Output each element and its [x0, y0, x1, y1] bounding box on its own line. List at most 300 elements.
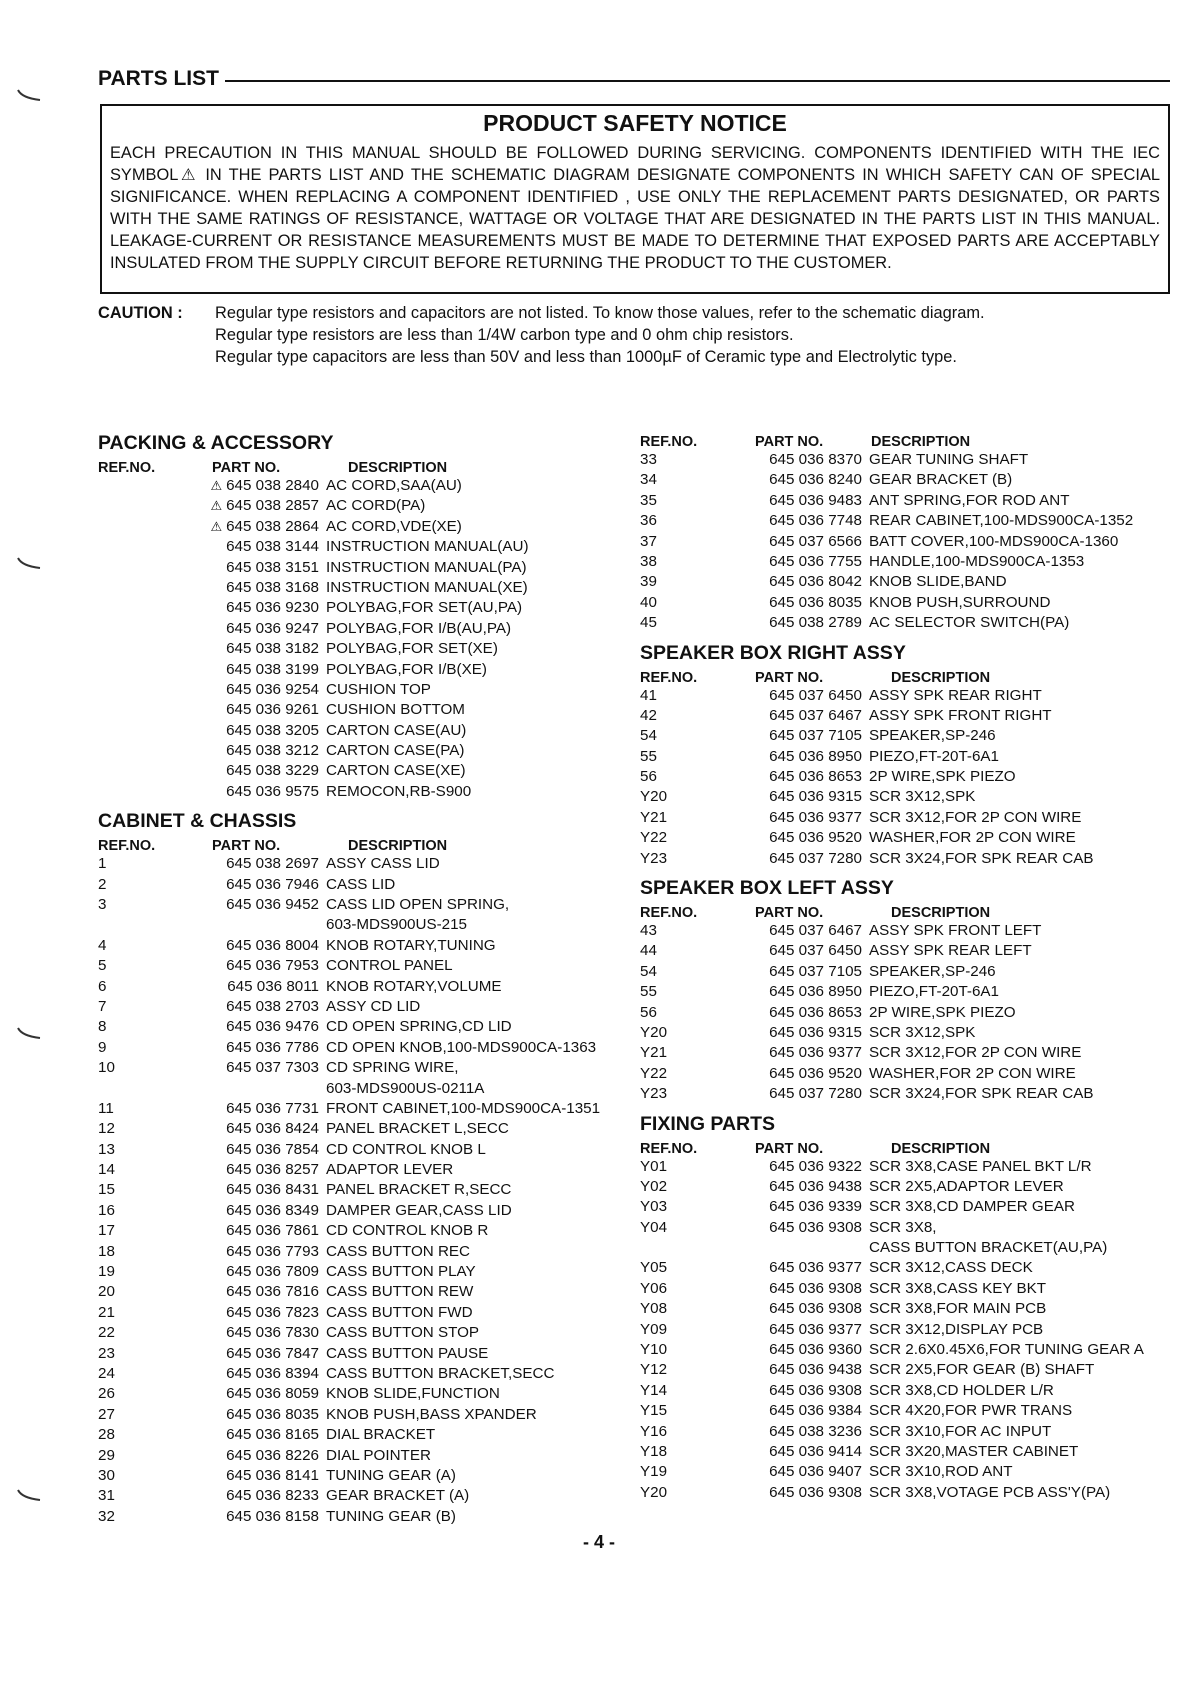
part-no: 645 036 8004 [226, 936, 319, 954]
part-row [98, 1079, 628, 1099]
part-row [98, 1303, 628, 1323]
part-no: 645 038 3205 [226, 721, 319, 739]
part-no: 645 036 9339 [769, 1198, 862, 1216]
caution-block [98, 302, 1178, 368]
part-row [98, 1038, 628, 1058]
ref-no: Y21 [640, 1044, 668, 1062]
ref-no: 32 [98, 1507, 115, 1525]
part-row [98, 875, 628, 895]
part-no: 645 038 2789 [769, 614, 862, 632]
part-row [98, 741, 628, 761]
speaker-left-list [640, 921, 1180, 1105]
part-no: 645 036 7809 [226, 1263, 319, 1281]
description: PIEZO,FT-20T-6A1 [869, 747, 999, 765]
header-ref: REF.NO. [98, 460, 156, 476]
ref-no: 23 [98, 1344, 115, 1362]
part-row [640, 552, 1180, 572]
part-no: 645 037 6566 [769, 532, 862, 550]
ref-no: 35 [640, 491, 657, 509]
ref-no: 39 [640, 573, 657, 591]
section-title-cabinet: CABINET & CHASSIS [98, 810, 297, 833]
part-row [640, 1320, 1180, 1340]
part-no: 645 036 9247 [226, 619, 319, 637]
part-row [98, 1282, 628, 1302]
description: KNOB ROTARY,TUNING [326, 936, 496, 954]
description: SCR 3X24,FOR SPK REAR CAB [869, 849, 1094, 867]
part-row [98, 997, 628, 1017]
description: ASSY CASS LID [326, 855, 440, 873]
header-ref: REF.NO. [640, 905, 698, 922]
description: CASS BUTTON BRACKET,SECC [326, 1365, 555, 1382]
description: ASSY SPK REAR RIGHT [869, 686, 1042, 704]
ref-no: Y21 [640, 808, 668, 826]
part-row [640, 532, 1180, 552]
header-ref: REF.NO. [640, 434, 698, 450]
part-row [98, 558, 628, 578]
ref-no: 34 [640, 471, 657, 489]
ref-no: Y23 [640, 849, 668, 867]
part-no: 645 036 7816 [226, 1283, 319, 1301]
part-row [640, 982, 1180, 1002]
description: REMOCON,RB-S900 [326, 782, 472, 800]
part-no: 645 036 9384 [769, 1402, 862, 1420]
ref-no: 26 [98, 1385, 115, 1403]
notice-body: EACH PRECAUTION IN THIS MANUAL SHOULD BE FOLLOWED DURING SERVICING. COMPONENTS IDENTIFIED WITH THE IEC SYMBOL⚠ IN THE PARTS LIST AND THE SCHEMATIC DIAGRAM DESIGNATE COMPONENTS IN WHICH SAFETY CAN OF SPECIAL SIGNIFICANCE. WHEN REPLACING A COMPONENT IDENTIFIED , USE ONLY THE REPLACEMENT PARTS DESIGNATED, OR PARTS WITH THE SAME RATINGS OF RESISTANCE, WATTAGE OR VOLTAGE THAT ARE DESIGNATED IN THE PARTS LIST IN THIS MANUAL. LEAKAGE-CURRENT OR RESISTANCE MEASUREMENTS MUST BE MADE TO DETERMINE THAT EXPOSED PARTS ARE ACCEPTABLY INSULATED FROM THE SUPPLY CIRCUIT BEFORE RETURNING THE PRODUCT TO THE CUSTOMER. [110, 144, 1160, 272]
ref-no: 27 [98, 1405, 115, 1423]
header-part: PART NO. [755, 434, 824, 450]
part-no: 645 036 8226 [226, 1446, 319, 1464]
part-row [98, 1181, 628, 1201]
ref-no: Y10 [640, 1341, 668, 1359]
part-no: ⚠ 645 038 2857 [210, 497, 319, 515]
part-no: 645 036 8233 [226, 1487, 319, 1505]
description: FRONT CABINET,100-MDS900CA-1351 [326, 1099, 601, 1117]
part-row [98, 639, 628, 659]
binding-mark [16, 88, 42, 102]
ref-no: Y20 [640, 1483, 668, 1501]
page-number: - 4 - [582, 1532, 615, 1552]
part-no: 645 036 9452 [226, 896, 319, 914]
ref-no: Y04 [640, 1218, 668, 1236]
ref-no: Y22 [640, 829, 668, 847]
ref-no: 1 [98, 855, 107, 873]
warning-icon: ⚠ [210, 477, 223, 493]
description: CUSHION TOP [326, 680, 431, 698]
header-desc: DESCRIPTION [891, 1140, 991, 1157]
part-row [640, 921, 1180, 941]
part-row [98, 1140, 628, 1160]
part-row [98, 1323, 628, 1343]
caution-label: CAUTION : [98, 304, 183, 322]
description: SCR 3X8,CD HOLDER L/R [869, 1381, 1054, 1399]
part-row [98, 1466, 628, 1486]
ref-no: 9 [98, 1038, 107, 1056]
part-no: 645 036 8431 [226, 1181, 319, 1199]
ref-no: 54 [640, 962, 657, 980]
part-row [98, 496, 628, 516]
ref-no: 33 [640, 450, 657, 468]
page-heading [98, 64, 1170, 94]
notice-title: PRODUCT SAFETY NOTICE [483, 110, 787, 136]
part-no: 645 036 9308 [769, 1279, 862, 1297]
part-no: 645 036 9308 [769, 1300, 862, 1318]
column-header [640, 1137, 1180, 1157]
ref-no: Y03 [640, 1198, 668, 1216]
description: AC CORD,SAA(AU) [326, 476, 462, 494]
description: DIAL BRACKET [326, 1426, 436, 1444]
ref-no: Y14 [640, 1381, 668, 1399]
description: INSTRUCTION MANUAL(XE) [326, 578, 528, 596]
part-row [640, 1299, 1180, 1319]
part-row [640, 1483, 1180, 1503]
fixing-list [640, 1157, 1180, 1504]
part-no: 645 036 9308 [769, 1218, 862, 1236]
part-no: 645 038 2697 [226, 855, 319, 873]
description: SCR 3X12,CASS DECK [869, 1259, 1033, 1277]
ref-no: Y22 [640, 1064, 668, 1082]
part-no: ⚠ 645 038 2864 [210, 517, 319, 535]
ref-no: 29 [98, 1446, 115, 1464]
part-row [98, 598, 628, 618]
part-row [640, 1043, 1180, 1063]
part-no: 645 036 7748 [769, 512, 862, 530]
header-desc: DESCRIPTION [891, 905, 991, 922]
part-row [98, 936, 628, 956]
part-row [98, 1017, 628, 1037]
part-no: 645 036 8257 [226, 1161, 319, 1179]
description: CD CONTROL KNOB L [326, 1140, 486, 1158]
description: KNOB SLIDE,FUNCTION [326, 1385, 500, 1403]
description: CARTON CASE(PA) [326, 742, 465, 760]
header-desc: DESCRIPTION [891, 669, 991, 686]
column-header [640, 430, 1180, 450]
part-row [98, 761, 628, 781]
part-row [640, 941, 1180, 961]
description: SCR 3X12,SPK [869, 1023, 976, 1041]
part-row [640, 1177, 1180, 1197]
binding-mark [16, 1488, 42, 1502]
column-header [640, 666, 1180, 686]
header-part: PART NO. [212, 838, 281, 855]
header-desc: DESCRIPTION [871, 434, 971, 450]
part-no: 645 037 7303 [226, 1059, 319, 1077]
part-no: 645 036 8011 [227, 977, 319, 995]
part-row [98, 895, 628, 915]
part-no: 645 036 9377 [769, 1259, 862, 1277]
part-row [98, 537, 628, 557]
part-row [640, 572, 1180, 592]
part-no: 645 036 8424 [226, 1120, 319, 1138]
part-row [640, 450, 1180, 470]
part-no: 645 036 9308 [769, 1483, 862, 1501]
description: SCR 2X5,FOR GEAR (B) SHAFT [869, 1361, 1095, 1379]
part-no: 645 037 6467 [769, 706, 862, 724]
product-safety-notice [100, 104, 1170, 294]
description: 2P WIRE,SPK PIEZO [869, 768, 1016, 786]
description: SCR 3X10,ROD ANT [869, 1463, 1013, 1481]
ref-no: 14 [98, 1161, 115, 1179]
ref-no: 43 [640, 922, 657, 940]
part-no: 645 036 9407 [769, 1463, 862, 1481]
part-row [640, 1218, 1180, 1238]
ref-no: 3 [98, 896, 107, 914]
ref-no: 24 [98, 1365, 115, 1382]
ref-no: Y20 [640, 788, 668, 806]
description: POLYBAG,FOR SET(XE) [326, 640, 498, 658]
part-no: 645 037 7280 [769, 849, 862, 867]
ref-no: Y20 [640, 1023, 668, 1041]
ref-no: 28 [98, 1426, 115, 1444]
ref-no: 22 [98, 1324, 115, 1342]
part-no: 645 038 3212 [226, 742, 319, 760]
part-no: 645 037 7105 [769, 727, 862, 745]
column-header [640, 901, 1180, 921]
left-column [98, 430, 628, 1527]
part-no: 645 036 8141 [226, 1466, 319, 1484]
description: POLYBAG,FOR I/B(XE) [326, 660, 487, 678]
header-part: PART NO. [755, 1140, 824, 1157]
cabinet-list [98, 854, 628, 1527]
part-row [98, 782, 628, 802]
description: AC SELECTOR SWITCH(PA) [869, 614, 1070, 632]
part-row [98, 619, 628, 639]
description: CD SPRING WIRE, [326, 1059, 459, 1077]
packing-list [98, 476, 628, 802]
ref-no: 36 [640, 512, 657, 530]
description: GEAR BRACKET (B) [869, 471, 1013, 489]
description: CASS BUTTON STOP [326, 1324, 480, 1342]
ref-no: 42 [640, 706, 657, 724]
part-no: 645 038 2703 [226, 997, 319, 1015]
part-row [98, 476, 628, 496]
part-no: 645 036 7953 [226, 957, 319, 975]
part-no: 645 038 3151 [226, 558, 319, 576]
part-row [640, 767, 1180, 787]
ref-no: 10 [98, 1059, 115, 1077]
description: KNOB PUSH,SURROUND [869, 593, 1051, 611]
ref-no: 17 [98, 1222, 115, 1240]
part-no: 645 036 7793 [226, 1242, 319, 1260]
description: SCR 3X8,CASE PANEL BKT L/R [869, 1157, 1092, 1175]
part-row [640, 1381, 1180, 1401]
ref-no: 56 [640, 1003, 657, 1021]
description: AC CORD(PA) [326, 497, 426, 515]
part-row [640, 613, 1180, 633]
part-row [640, 1462, 1180, 1482]
header-ref: REF.NO. [98, 838, 156, 855]
part-no: 645 036 8059 [226, 1385, 319, 1403]
part-row [98, 1384, 628, 1404]
part-no: 645 038 3236 [769, 1422, 862, 1440]
right-column [640, 430, 1180, 1503]
ref-no: 41 [640, 686, 657, 704]
ref-no: 12 [98, 1120, 115, 1138]
caution-line: Regular type resistors are less than 1/4W carbon type and 0 ohm chip resistors. [215, 326, 794, 344]
ref-no: Y08 [640, 1300, 668, 1318]
description: CASS BUTTON REC [326, 1242, 471, 1260]
section-title-fixing: FIXING PARTS [640, 1112, 776, 1135]
description: CUSHION BOTTOM [326, 701, 465, 719]
part-no: 645 036 8950 [769, 983, 862, 1001]
description: 603-MDS900US-0211A [326, 1079, 485, 1097]
description: CARTON CASE(AU) [326, 721, 467, 739]
part-no: 645 036 8035 [226, 1405, 319, 1423]
part-no: 645 036 8240 [769, 471, 862, 489]
ref-no: 37 [640, 532, 657, 550]
description: CARTON CASE(XE) [326, 762, 466, 780]
binding-mark [16, 556, 42, 570]
section-title-packing: PACKING & ACCESSORY [98, 432, 334, 454]
part-row [640, 1259, 1180, 1279]
ref-no: 45 [640, 614, 657, 632]
header-ref: REF.NO. [640, 669, 698, 686]
description: CD OPEN KNOB,100-MDS900CA-1363 [326, 1038, 597, 1056]
description: SCR 4X20,FOR PWR TRANS [869, 1402, 1073, 1420]
part-no: 645 038 3199 [226, 660, 319, 678]
part-row [98, 977, 628, 997]
part-no: 645 036 9414 [769, 1443, 862, 1460]
part-row [640, 1279, 1180, 1299]
part-no: 645 037 6450 [769, 686, 862, 704]
part-row [98, 517, 628, 537]
header-part: PART NO. [755, 669, 824, 686]
ref-no: 19 [98, 1263, 115, 1281]
part-no: 645 036 9438 [769, 1177, 862, 1195]
part-row [98, 1507, 628, 1527]
part-no: 645 036 9483 [769, 491, 862, 509]
description: TUNING GEAR (B) [326, 1507, 456, 1525]
ref-no: Y23 [640, 1085, 668, 1103]
page-title: PARTS LIST [98, 67, 219, 90]
part-no: 645 036 9438 [769, 1361, 862, 1379]
description: PIEZO,FT-20T-6A1 [869, 983, 999, 1001]
part-row [640, 593, 1180, 613]
part-row [98, 1364, 628, 1384]
description: SCR 3X8, [869, 1218, 937, 1236]
ref-no: Y02 [640, 1177, 668, 1195]
part-no: 645 036 7823 [226, 1303, 319, 1321]
description: KNOB ROTARY,VOLUME [326, 977, 502, 995]
section-title-speaker-left: SPEAKER BOX LEFT ASSY [640, 877, 894, 900]
ref-no: 21 [98, 1303, 115, 1321]
part-no: 645 036 9520 [769, 1064, 862, 1082]
part-no: 645 036 9377 [769, 808, 862, 826]
description: GEAR BRACKET (A) [326, 1487, 470, 1505]
part-no: 645 036 9520 [769, 829, 862, 847]
part-no: 645 036 8653 [769, 1003, 862, 1021]
part-no: 645 036 9308 [769, 1381, 862, 1399]
description: KNOB PUSH,BASS XPANDER [326, 1405, 537, 1423]
ref-no: 8 [98, 1018, 107, 1036]
ref-no: 18 [98, 1242, 115, 1260]
part-no: 645 036 8950 [769, 747, 862, 765]
description: BATT COVER,100-MDS900CA-1360 [869, 532, 1119, 550]
part-no: 645 038 3144 [226, 538, 319, 556]
part-no: 645 038 3168 [226, 578, 319, 596]
part-row [98, 854, 628, 874]
description: SCR 3X8,FOR MAIN PCB [869, 1300, 1047, 1318]
ref-no: 44 [640, 942, 657, 960]
ref-no: 11 [98, 1099, 114, 1117]
part-row [640, 1003, 1180, 1023]
part-row [98, 1405, 628, 1425]
part-row [640, 828, 1180, 848]
part-no: 645 036 8394 [226, 1365, 319, 1382]
part-no: 645 036 8349 [226, 1201, 319, 1219]
description: ASSY SPK FRONT RIGHT [869, 706, 1052, 724]
part-no: 645 036 9377 [769, 1044, 862, 1062]
part-no: 645 036 8165 [226, 1426, 319, 1444]
description: SCR 3X8,CD DAMPER GEAR [869, 1198, 1075, 1216]
part-row [98, 578, 628, 598]
heading-rule [225, 80, 1170, 82]
part-row [98, 1446, 628, 1466]
description: SCR 3X24,FOR SPK REAR CAB [869, 1085, 1094, 1103]
ref-no: Y01 [640, 1157, 668, 1175]
part-row [98, 1344, 628, 1364]
ref-no: 15 [98, 1181, 115, 1199]
part-no: 645 036 7946 [226, 875, 319, 893]
part-row [98, 1099, 628, 1119]
description: POLYBAG,FOR SET(AU,PA) [326, 599, 523, 617]
description: CD OPEN SPRING,CD LID [326, 1018, 512, 1036]
description: CASS LID OPEN SPRING, [326, 896, 510, 914]
description: SCR 3X12,DISPLAY PCB [869, 1320, 1044, 1338]
ref-no: 38 [640, 552, 657, 570]
ref-no: Y09 [640, 1320, 668, 1338]
description: ASSY SPK FRONT LEFT [869, 922, 1042, 940]
part-row [640, 706, 1180, 726]
part-no: 645 036 8653 [769, 768, 862, 786]
part-no: 645 036 9254 [226, 680, 319, 698]
warning-icon: ⚠ [210, 498, 223, 514]
description: CASS BUTTON PLAY [326, 1263, 476, 1281]
part-row [640, 747, 1180, 767]
ref-no: 31 [98, 1487, 115, 1505]
description: GEAR TUNING SHAFT [869, 450, 1029, 468]
part-no: 645 037 7280 [769, 1085, 862, 1103]
description: SCR 3X12,FOR 2P CON WIRE [869, 808, 1082, 826]
ref-no: Y18 [640, 1443, 668, 1460]
part-no: 645 036 9575 [226, 782, 319, 800]
description: 603-MDS900US-215 [326, 916, 467, 934]
description: ASSY SPK REAR LEFT [869, 942, 1032, 960]
description: SCR 3X10,FOR AC INPUT [869, 1422, 1052, 1440]
description: SCR 3X12,FOR 2P CON WIRE [869, 1044, 1082, 1062]
description: CONTROL PANEL [326, 957, 453, 975]
part-no: 645 036 7854 [226, 1140, 319, 1158]
part-no: 645 036 9377 [769, 1320, 862, 1338]
warning-icon: ⚠ [210, 518, 223, 534]
description: PANEL BRACKET L,SECC [326, 1120, 509, 1138]
description: SCR 2X5,ADAPTOR LEVER [869, 1177, 1064, 1195]
description: SCR 3X8,VOTAGE PCB ASS'Y(PA) [869, 1483, 1111, 1501]
part-row [98, 1160, 628, 1180]
part-no: 645 036 9315 [769, 788, 862, 806]
column-header [98, 834, 628, 854]
part-no: 645 036 9261 [226, 701, 319, 719]
description: HANDLE,100-MDS900CA-1353 [869, 552, 1085, 570]
part-row [98, 680, 628, 700]
part-row [640, 1157, 1180, 1177]
part-row [98, 1262, 628, 1282]
description: KNOB SLIDE,BAND [869, 573, 1007, 591]
column-header [98, 456, 628, 476]
part-row [640, 1023, 1180, 1043]
description: SCR 2.6X0.45X6,FOR TUNING GEAR A [869, 1341, 1144, 1359]
ref-no: 54 [640, 727, 657, 745]
description: CD CONTROL KNOB R [326, 1222, 489, 1240]
